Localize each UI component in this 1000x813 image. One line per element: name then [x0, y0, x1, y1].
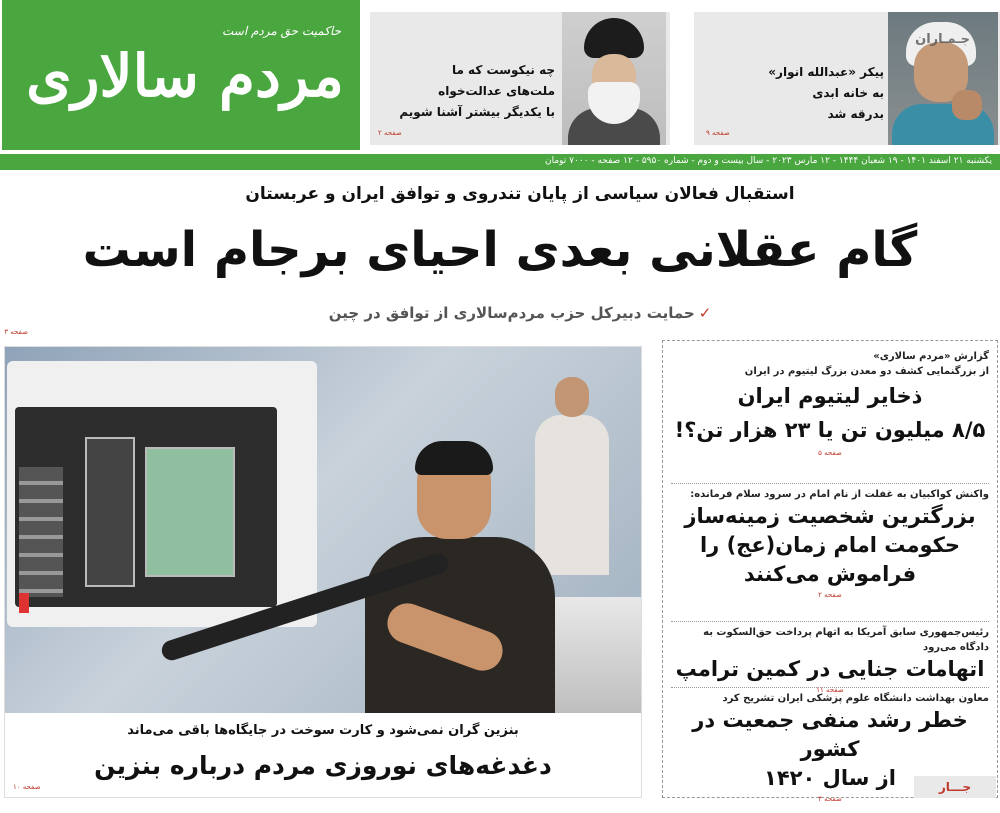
date-bar [0, 154, 1000, 170]
teaser-box-2[interactable] [694, 12, 1000, 145]
divider [671, 621, 989, 622]
divider [671, 687, 989, 688]
fuel-station-photo [5, 347, 641, 713]
story-lithium[interactable] [671, 349, 989, 457]
portrait-cleric-icon [562, 12, 666, 145]
date-line: یکشنبه ۲۱ اسفند ۱۴۰۱ - ۱۹ شعبان ۱۴۴۴ - ۱۲ مارس ۲۰۲۳ - سال بیست و دوم - شماره ۵۹۵۰ - ۱۲ صفحه - ۷۰۰۰ تومان [544, 156, 992, 166]
teaser-text: چه نیکوست که ما ملت‌های عدالت‌خواه با یکدیگر بیشتر آشنا شویم [399, 63, 555, 119]
teaser-page-ref: صفحه ۹ [706, 129, 730, 137]
photo-story[interactable] [4, 346, 642, 798]
checkmark-icon: ✓ [698, 304, 712, 322]
masthead [0, 0, 1000, 152]
logo-name: مردم سالاری [26, 42, 344, 110]
story-page-ref: صفحه ۲ [818, 591, 842, 599]
teaser-box-1[interactable] [370, 12, 670, 145]
lead-subhead: ✓حمایت دبیرکل حزب مردم‌سالاری از توافق در چین [328, 304, 712, 322]
lead-page-ref: صفحه ۳ [4, 328, 28, 336]
story-kicker: معاون بهداشت دانشگاه علوم پزشکی ایران تشریح کرد [722, 693, 989, 704]
jaar-logo: جـــار [914, 776, 996, 798]
story-kavakebian[interactable] [671, 487, 989, 599]
story-headline: بزرگترین شخصیت زمینه‌ساز [684, 504, 976, 528]
story-page-ref: صفحه ۴ [818, 795, 842, 803]
fuel-pump-icon [7, 361, 317, 627]
right-column [662, 340, 998, 803]
story-kicker: رئیس‌جمهوری سابق آمریکا به اتهام پرداخت حق‌السکوت به دادگاه می‌رود [703, 627, 989, 653]
teaser-text: پیکر «عبدالله انوار» به خانه ابدی بدرقه شد [768, 65, 884, 121]
story-page-ref: صفحه ۱۱ [816, 686, 844, 694]
newspaper-logo[interactable] [2, 0, 360, 150]
story-headline: ۸/۵ میلیون تن یا ۲۳ هزار تن؟! [674, 418, 986, 442]
story-kicker: گزارش «مردم سالاری» [873, 351, 989, 362]
portrait-elderly-man-icon [888, 12, 998, 145]
story-headline: اتهامات جنایی در کمین ترامپ [675, 657, 985, 681]
teaser-page-ref: صفحه ۲ [378, 129, 402, 137]
story-trump[interactable] [671, 625, 989, 694]
logo-slogan: حاکمیت حق مردم است [222, 24, 341, 38]
story-headline: فراموش می‌کنند [743, 562, 917, 586]
story-headline: ذخایر لیتیوم ایران [737, 384, 923, 408]
photo-kicker: بنزین گران نمی‌شود و کارت سوخت در جایگاه‌ها باقی می‌ماند [127, 723, 519, 738]
watermark: جـمـاران [915, 32, 970, 47]
story-kicker: واکنش کواکبیان به غفلت از نام امام در سرود سلام فرمانده: [690, 489, 989, 500]
photo-headline[interactable]: دغدغه‌های نوروزی مردم درباره بنزین [94, 751, 552, 780]
lead-kicker: استقبال فعالان سیاسی از پایان تندروی و توافق ایران و عربستان [245, 184, 795, 204]
story-page-ref: صفحه ۵ [818, 449, 842, 457]
story-headline: خطر رشد منفی جمعیت در کشور [692, 708, 968, 761]
divider [671, 483, 989, 484]
story-kicker: از بزرگنمایی کشف دو معدن بزرگ لیتیوم در ایران [744, 366, 989, 377]
photo-page-ref: صفحه ۱۰ [13, 783, 41, 791]
story-headline: حکومت امام زمان(عج) را [699, 533, 961, 557]
lead-headline[interactable]: گام عقلانی بعدی احیای برجام است [82, 222, 918, 278]
story-headline: از سال ۱۴۲۰ [764, 766, 896, 790]
